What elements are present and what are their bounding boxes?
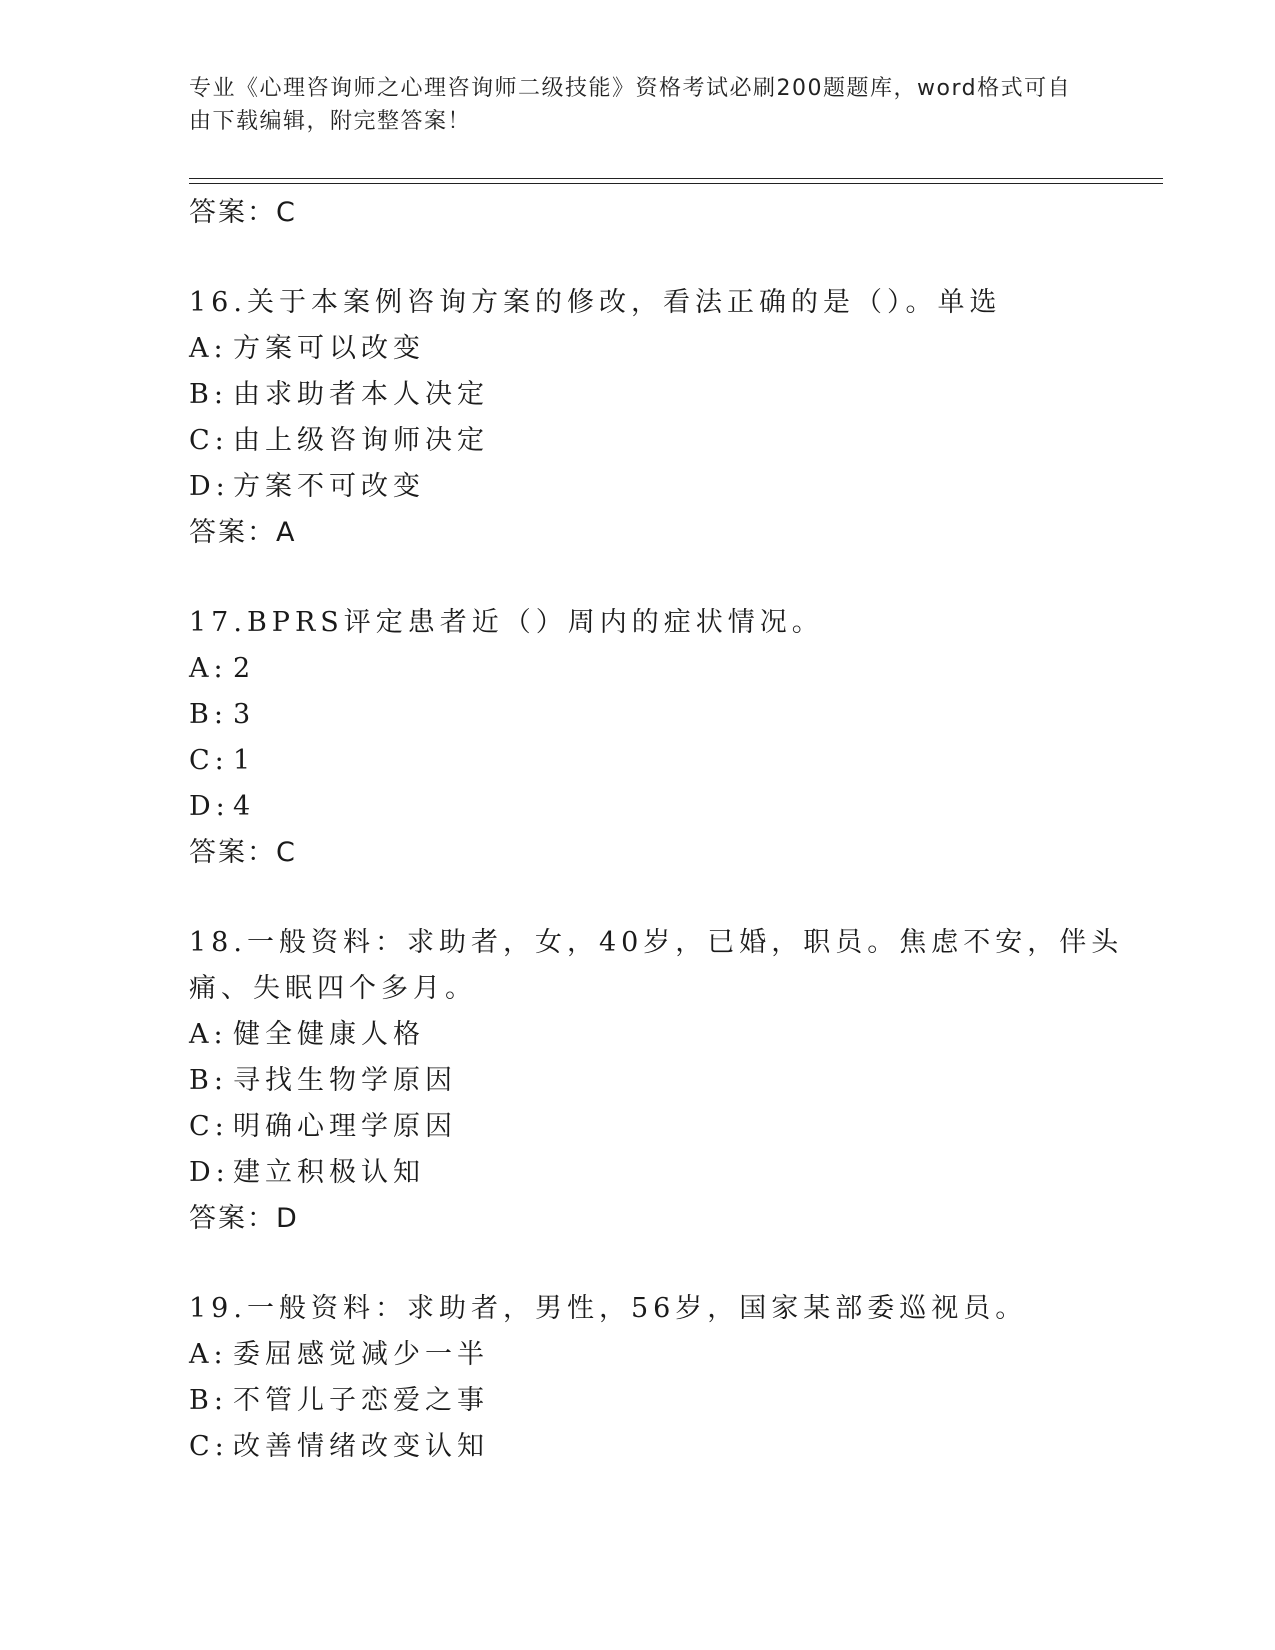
option-text: 1	[233, 745, 256, 776]
answer-line: 答案：D	[189, 1203, 299, 1234]
header-divider-bottom	[189, 183, 1163, 184]
spacer	[189, 236, 1149, 280]
option-text: 方案不可改变	[233, 471, 425, 502]
option-key: B:	[189, 379, 228, 410]
option-d	[189, 1150, 1149, 1196]
option-key: A:	[189, 1019, 228, 1050]
option-c	[189, 1424, 1149, 1470]
spacer	[189, 556, 1149, 600]
question-stem: 17.BPRS评定患者近（）周内的症状情况。	[189, 607, 824, 638]
option-text: 改善情绪改变认知	[233, 1431, 489, 1462]
option-d	[189, 464, 1149, 510]
option-key: D:	[189, 1157, 230, 1188]
header-divider-top	[189, 178, 1163, 179]
option-text: 由求助者本人决定	[233, 379, 489, 410]
option-key: B:	[189, 1065, 228, 1096]
option-key: A:	[189, 653, 228, 684]
question-block	[189, 280, 1149, 556]
document-header: 专业《心理咨询师之心理咨询师二级技能》资格考试必刷200题题库，word格式可自由下载编辑，附完整答案！	[189, 76, 1072, 134]
option-key: D:	[189, 791, 230, 822]
question-block	[189, 920, 1149, 1242]
spacer	[189, 876, 1149, 920]
option-key: C:	[189, 1111, 229, 1142]
option-a	[189, 1332, 1149, 1378]
option-key: D:	[189, 471, 230, 502]
option-c	[189, 1104, 1149, 1150]
option-text: 3	[233, 699, 256, 730]
spacer	[189, 1242, 1149, 1286]
option-key: C:	[189, 1431, 229, 1462]
option-text: 明确心理学原因	[233, 1111, 457, 1142]
option-b	[189, 1378, 1149, 1424]
question-block	[189, 1286, 1149, 1470]
option-d	[189, 784, 1149, 830]
option-text: 不管儿子恋爱之事	[233, 1385, 489, 1416]
option-text: 寻找生物学原因	[233, 1065, 457, 1096]
option-a	[189, 1012, 1149, 1058]
option-text: 委屈感觉减少一半	[233, 1339, 489, 1370]
answer-line: 答案：C	[189, 837, 297, 868]
option-key: C:	[189, 745, 229, 776]
option-a	[189, 326, 1149, 372]
option-key: A:	[189, 1339, 228, 1370]
option-b	[189, 1058, 1149, 1104]
option-b	[189, 372, 1149, 418]
option-key: B:	[189, 699, 228, 730]
option-text: 由上级咨询师决定	[233, 425, 489, 456]
question-stem: 16.关于本案例咨询方案的修改，看法正确的是（）。单选	[189, 287, 1002, 318]
option-text: 4	[233, 791, 256, 822]
option-a	[189, 646, 1149, 692]
option-b	[189, 692, 1149, 738]
answer-line: 答案：A	[189, 517, 297, 548]
question-stem: 19.一般资料：求助者，男性，56岁，国家某部委巡视员。	[189, 1293, 1028, 1324]
option-text: 建立积极认知	[233, 1157, 425, 1188]
option-c	[189, 738, 1149, 784]
option-text: 2	[233, 653, 256, 684]
question-stem: 18.一般资料：求助者，女，40岁，已婚，职员。焦虑不安，伴头痛、失眠四个多月。	[189, 927, 1124, 1004]
option-text: 健全健康人格	[233, 1019, 425, 1050]
question-list	[189, 190, 1149, 1470]
question-block	[189, 600, 1149, 876]
option-text: 方案可以改变	[233, 333, 425, 364]
option-key: A:	[189, 333, 228, 364]
option-key: C:	[189, 425, 229, 456]
answer-line: 答案：C	[189, 197, 297, 228]
option-key: B:	[189, 1385, 228, 1416]
option-c	[189, 418, 1149, 464]
